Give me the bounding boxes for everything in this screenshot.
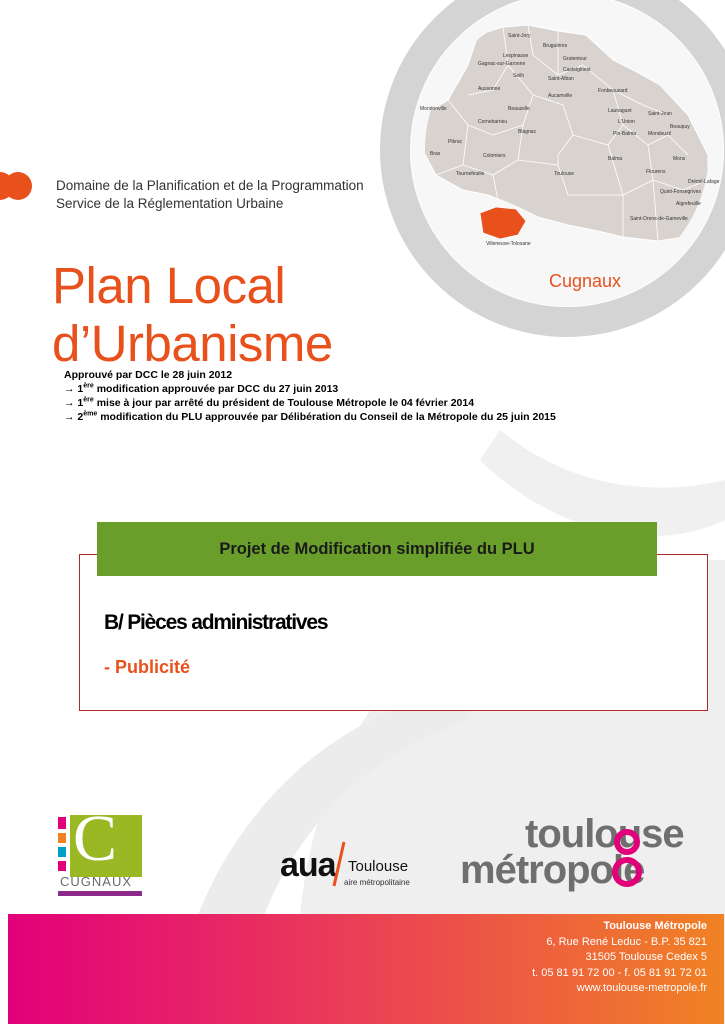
arrow-icon: → [64, 383, 75, 395]
project-heading: Projet de Modification simplifiée du PLU [97, 522, 657, 576]
aua-logo-tagline: aire métropolitaine [344, 878, 410, 887]
map-commune-label: Gratentour [563, 56, 587, 62]
cugnaux-logo-name: CUGNAUX [60, 874, 133, 889]
map-commune-label: Quint-Fonsegrives [660, 189, 701, 195]
map-commune-label: Villeneuve-Tolosane [486, 241, 531, 247]
approval-line-4 [64, 410, 556, 424]
map-commune-label: Mondouzil [648, 131, 671, 137]
map-commune-label: Castelginest [563, 67, 591, 73]
map-commune-label: Saint-Jory [508, 33, 531, 39]
map-commune-label: Cornebarrieu [478, 119, 508, 125]
ordinal-suffix: ère [83, 396, 94, 404]
cugnaux-logo-letter: C [73, 802, 118, 875]
map-commune-label: Colomiers [483, 153, 506, 159]
arrow-icon: → [64, 411, 75, 423]
map-commune-label: L'Union [618, 119, 635, 125]
map-commune-label: Lespinasse [503, 53, 529, 59]
approval-line-1: Approuvé par DCC le 28 juin 2012 [64, 369, 233, 381]
approval-text: modification approuvée par DCC du 27 juin 2013 [93, 383, 339, 395]
map-commune-label: Launaguet [608, 108, 632, 114]
footer-contact [532, 919, 707, 997]
approval-line-3 [64, 396, 556, 410]
map-commune-label: Tournefeuille [456, 171, 485, 177]
map-commune-label: Toulouse [554, 171, 575, 177]
map-commune-label: Aucamville [548, 93, 573, 99]
footer-website[interactable]: www.toulouse-metropole.fr [576, 982, 707, 994]
map-commune-label: Gagnac-sur-Garonne [478, 61, 526, 67]
approval-text: mise à jour par arrêté du président de Toulouse Métropole le 04 février 2014 [93, 397, 475, 409]
footer-phone: t. 05 81 91 72 00 - f. 05 81 91 72 01 [532, 966, 707, 979]
commune-name: Cugnaux [549, 271, 622, 291]
tm-logo-line1: toulouse [525, 812, 684, 856]
ordinal-number: 2 [77, 411, 84, 423]
map-commune-label: Pin-Balma [613, 131, 637, 137]
map-commune-label: Seilh [513, 73, 525, 79]
aua-logo-city: Toulouse [348, 858, 409, 875]
map-commune-label: Aigrefeuille [676, 201, 701, 207]
document-part: B/ Pièces administratives [104, 611, 328, 634]
map-commune-label: Saint-Alban [548, 76, 574, 82]
map-commune-label: Flourens [646, 169, 666, 175]
map-commune-label: Beaupuy [670, 124, 690, 130]
map-commune-label: Blagnac [518, 129, 537, 135]
map-commune-label: Pibrac [448, 139, 463, 145]
footer-address: 6, Rue René Leduc - B.P. 35 821 [546, 935, 707, 948]
map-commune-label: Beauzelle [508, 106, 530, 112]
approval-line-2 [64, 382, 556, 396]
document-item: - Publicité [104, 657, 191, 677]
approval-text: modification du PLU approuvée par Délibération du Conseil de la Métropole du 25 juin 2015 [97, 411, 556, 423]
map-commune-label: Balma [608, 156, 623, 162]
approval-history [64, 368, 556, 424]
ordinal-suffix: ème [83, 410, 98, 418]
tm-logo-line2: métropole [460, 848, 645, 892]
footer-city: 31505 Toulouse Cedex 5 [585, 951, 707, 963]
footer-org: Toulouse Métropole [603, 920, 707, 932]
aua-logo-main: aua [280, 846, 336, 884]
map-commune-label: Mons [673, 156, 686, 162]
map-commune-label: Fonbeauzard [598, 88, 628, 94]
ordinal-suffix: ère [83, 382, 94, 390]
tm-logo-eight [612, 822, 642, 892]
document-title-line2: d’Urbanisme [52, 315, 333, 372]
document-title-line1: Plan Local [52, 257, 286, 314]
commune-map-graphic [408, 0, 725, 313]
map-commune-label: Saint-Orens-de-Gameville [630, 216, 688, 222]
ordinal-number: 1 [77, 383, 84, 395]
service-name: Service de la Réglementation Urbaine [56, 196, 284, 211]
ordinal-number: 1 [77, 397, 84, 409]
map-commune-label: Bruguières [543, 43, 568, 49]
map-commune-label: Saint-Jean [648, 111, 672, 117]
arrow-icon: → [64, 397, 75, 409]
map-commune-label: Aussonne [478, 86, 501, 92]
map-commune-label: Drémil-Lafage [688, 179, 720, 185]
map-commune-label: Brax [430, 151, 441, 157]
map-commune-label: Mondonville [420, 106, 447, 112]
metropole-map [408, 0, 725, 313]
department-name: Domaine de la Planification et de la Programmation [56, 178, 364, 193]
